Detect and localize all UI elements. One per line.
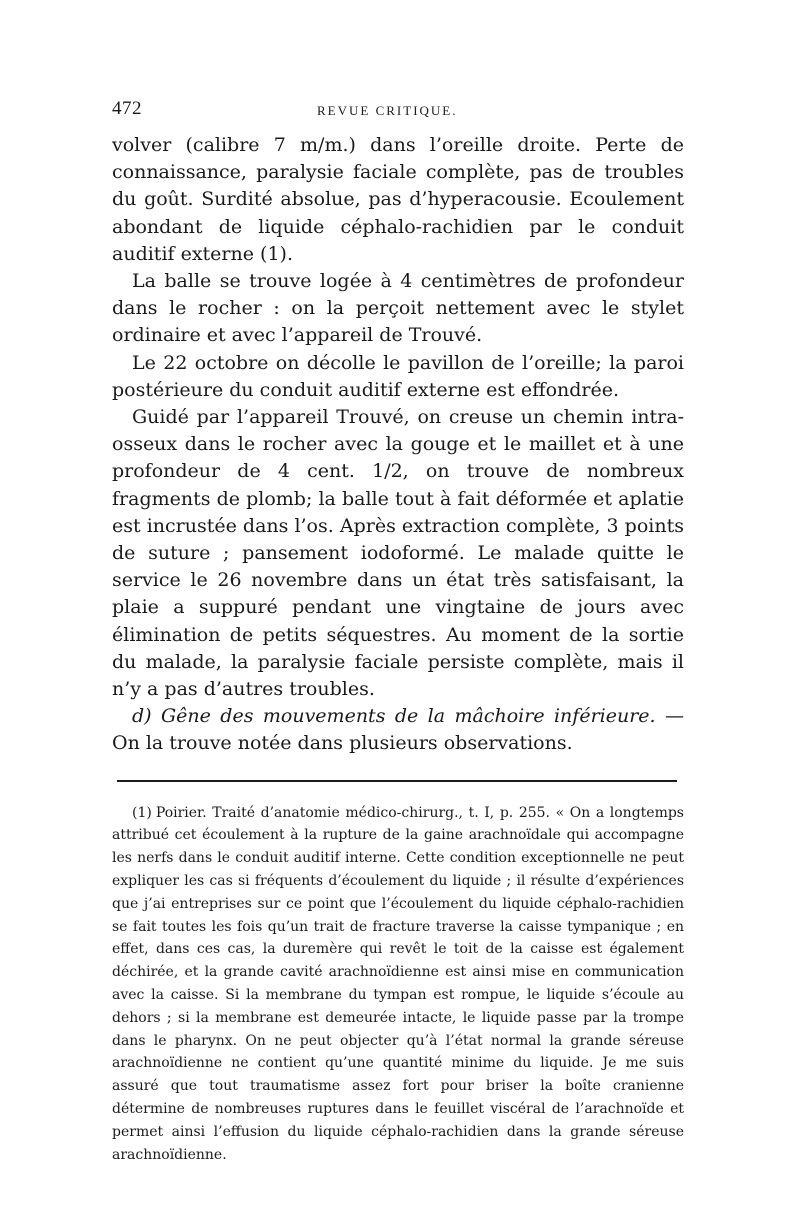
footnote-text: Poirier. Traité d’anatomie médico-chirurg., t. I, p. 255. « On a longtemps attribué cet écoulement à la rupture de la gaine arachnoïdale qui accompagne les nerfs dans le conduit auditif interne. Cette condition exceptionnelle ne peut expliquer les cas si fréquents d’écoulement du liquide ; il résulte d’expériences que j’ai entreprises sur ce point que l’écoulement du liquide céphalo-rachidien se fait toutes les fois qu’un trait de fracture traverse la caisse tympanique ; en effet, dans ces cas, la duremère qui revêt le toit de la caisse est également déchirée, et la grande cavité arachnoïdienne est ainsi mise en communication avec la caisse. Si la membrane du tympan est rompue, le liquide s’écoule au dehors ; si la membrane est demeurée intacte, le liquide passe par la trompe dans le pharynx. On ne peut objecter qu’à l’état normal la grande séreuse arachnoïdienne ne contient qu’une quantité minime du liquide. Je me suis assuré que tout traumatisme assez fort pour briser la boîte cranienne détermine de nombreuses ruptures dans le feuillet viscéral de l’arachnoïde et permet ainsi l’effusion du liquide céphalo-rachidien dans la grande séreuse arachnoïdienne. (112, 804, 684, 1163)
paragraph-2: La balle se trouve logée à 4 centimètres de profondeur dans le rocher : on la perçoit nettement avec le stylet ordinaire et avec l’appareil de Trouvé. (112, 270, 684, 347)
paragraph-4: Guidé par l’appareil Trouvé, on creuse un chemin intraosseux dans le rocher avec la gouge et le maillet et à une profondeur de 4 cent. 1/2, on trouve de nombreux fragments de plomb; la balle tout à fait déformée et aplatie est incrustée dans l’os. Après extraction complète, 3 points de suture ; pansement iodoformé. Le malade quitte le service le 26 novembre dans un état très satisfaisant, la plaie a suppuré pendant une vingtaine de jours avec élimination de petits séquestres. Au moment de la sortie du malade, la paralysie faciale persiste complète, mais il n’y a pas d’autres troubles. (112, 406, 684, 701)
paragraph-1: volver (calibre 7 m/m.) dans l’oreille droite. Perte de connaissance, paralysie faciale complète, pas de troubles du goût. Surdité absolue, pas d’hyperacousie. Ecoulement abondant de liquide céphalo-rachidien par le conduit auditif externe (1). (112, 134, 684, 265)
page-number: 472 (112, 98, 142, 119)
section-heading-rest: — On la trouve notée dans plusieurs observations. (112, 705, 684, 755)
running-head (112, 98, 684, 132)
running-title: REVUE CRITIQUE. (317, 103, 458, 118)
footnote-ref: (1) (132, 804, 152, 821)
paragraph-3: Le 22 octobre on décolle le pavillon de l’oreille; la paroi postérieure du conduit auditif externe est effondrée. (112, 351, 684, 401)
body-text (112, 132, 684, 758)
paragraph-5 (112, 703, 684, 757)
footnote (112, 802, 684, 1167)
section-heading-italic: d) Gêne des mouvements de la mâchoire inférieure. (132, 705, 656, 728)
book-page (112, 98, 684, 1166)
footnote-rule (117, 780, 677, 782)
